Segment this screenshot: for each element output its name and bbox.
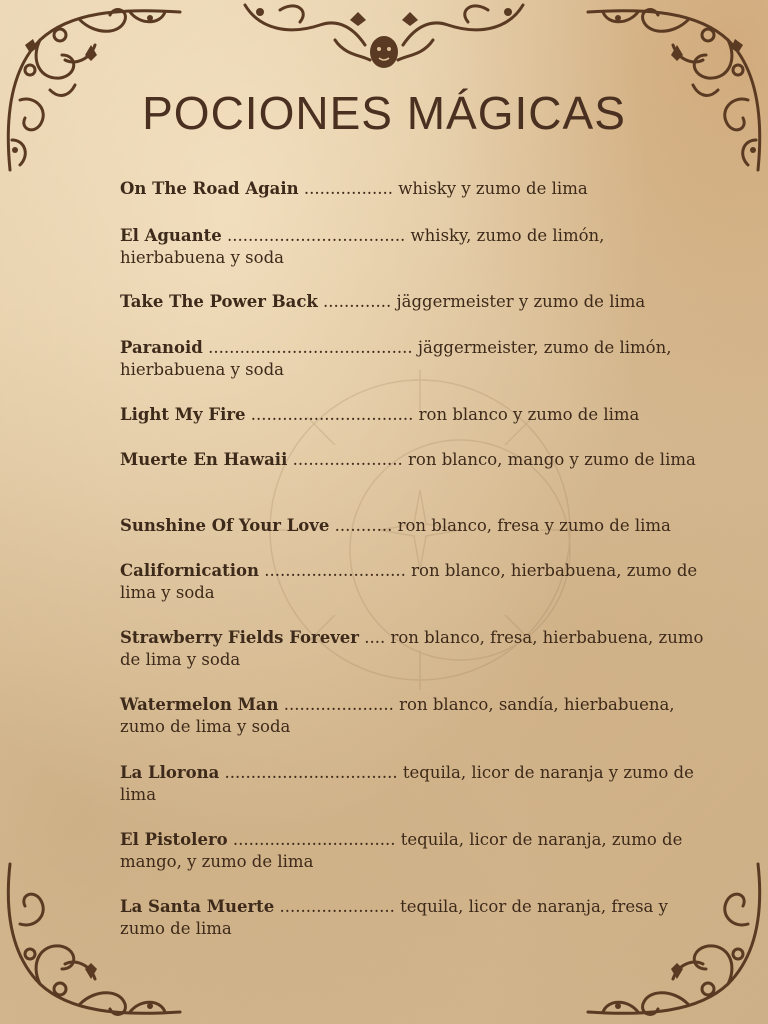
menu-item — [120, 404, 705, 426]
cocktail-name: El Aguante — [120, 226, 222, 245]
cocktail-ingredients: tequila, licor de naranja, fresa y zumo de lima — [120, 897, 668, 938]
cocktail-name: Strawberry Fields Forever — [120, 628, 359, 647]
menu-item — [120, 829, 705, 873]
cocktail-name: El Pistolero — [120, 830, 228, 849]
dot-leader: ................. — [298, 179, 394, 198]
menu-item — [120, 337, 705, 381]
cocktail-ingredients: ron blanco, mango y zumo de lima — [402, 450, 696, 469]
cocktail-ingredients: ron blanco, sandía, hierbabuena, zumo de lima y soda — [120, 695, 675, 736]
menu-item — [120, 178, 705, 200]
cocktail-name: Paranoid — [120, 338, 203, 357]
cocktail-ingredients: ron blanco, fresa y zumo de lima — [392, 516, 671, 535]
cocktail-ingredients: ron blanco, hierbabuena, zumo de lima y soda — [120, 561, 698, 602]
menu-item — [120, 627, 705, 671]
menu-item — [120, 896, 705, 940]
cocktail-name: Watermelon Man — [120, 695, 279, 714]
menu-item — [120, 560, 705, 604]
cocktail-name: On The Road Again — [120, 179, 299, 198]
cocktail-ingredients: whisky y zumo de lima — [393, 179, 588, 198]
cocktail-name: Light My Fire — [120, 405, 246, 424]
cocktail-ingredients: jäggermeister y zumo de lima — [391, 292, 646, 311]
menu-item — [120, 515, 705, 537]
menu-item — [120, 762, 705, 806]
dot-leader: .... — [358, 628, 386, 647]
cocktail-name: Take The Power Back — [120, 292, 318, 311]
dot-leader: ...................... — [274, 897, 395, 916]
menu-item — [120, 291, 705, 313]
cocktail-name: Muerte En Hawaii — [120, 450, 288, 469]
dot-leader: ............................... — [227, 830, 396, 849]
cocktail-name: Californication — [120, 561, 260, 580]
dot-leader: ..................... — [287, 450, 403, 469]
top-center-ornament — [240, 0, 528, 75]
cocktail-ingredients: ron blanco, fresa, hierbabuena, zumo de lima y soda — [120, 628, 704, 669]
dot-leader: ..................... — [278, 695, 394, 714]
cocktail-name: Sunshine Of Your Love — [120, 516, 330, 535]
dot-leader: ................................. — [219, 763, 398, 782]
dot-leader: ............. — [317, 292, 392, 311]
page-title: POCIONES MÁGICAS — [142, 87, 626, 139]
cocktail-ingredients: jäggermeister, zumo de limón, hierbabuena y soda — [120, 338, 672, 379]
cocktail-name: La Llorona — [120, 763, 220, 782]
cocktail-ingredients: ron blanco y zumo de lima — [413, 405, 640, 424]
dot-leader: ....................................... — [202, 338, 413, 357]
dot-leader: ........................... — [259, 561, 406, 580]
menu-item — [120, 694, 705, 738]
cocktail-ingredients: whisky, zumo de limón, hierbabuena y soda — [120, 226, 605, 267]
menu-item — [120, 225, 705, 269]
dot-leader: ........... — [329, 516, 393, 535]
dot-leader: ............................... — [245, 405, 414, 424]
cocktail-ingredients: tequila, licor de naranja, zumo de mango, y zumo de lima — [120, 830, 683, 871]
cocktail-ingredients: tequila, licor de naranja y zumo de lima — [120, 763, 694, 804]
cocktail-name: La Santa Muerte — [120, 897, 275, 916]
dot-leader: .................................. — [221, 226, 406, 245]
menu-item — [120, 449, 705, 471]
